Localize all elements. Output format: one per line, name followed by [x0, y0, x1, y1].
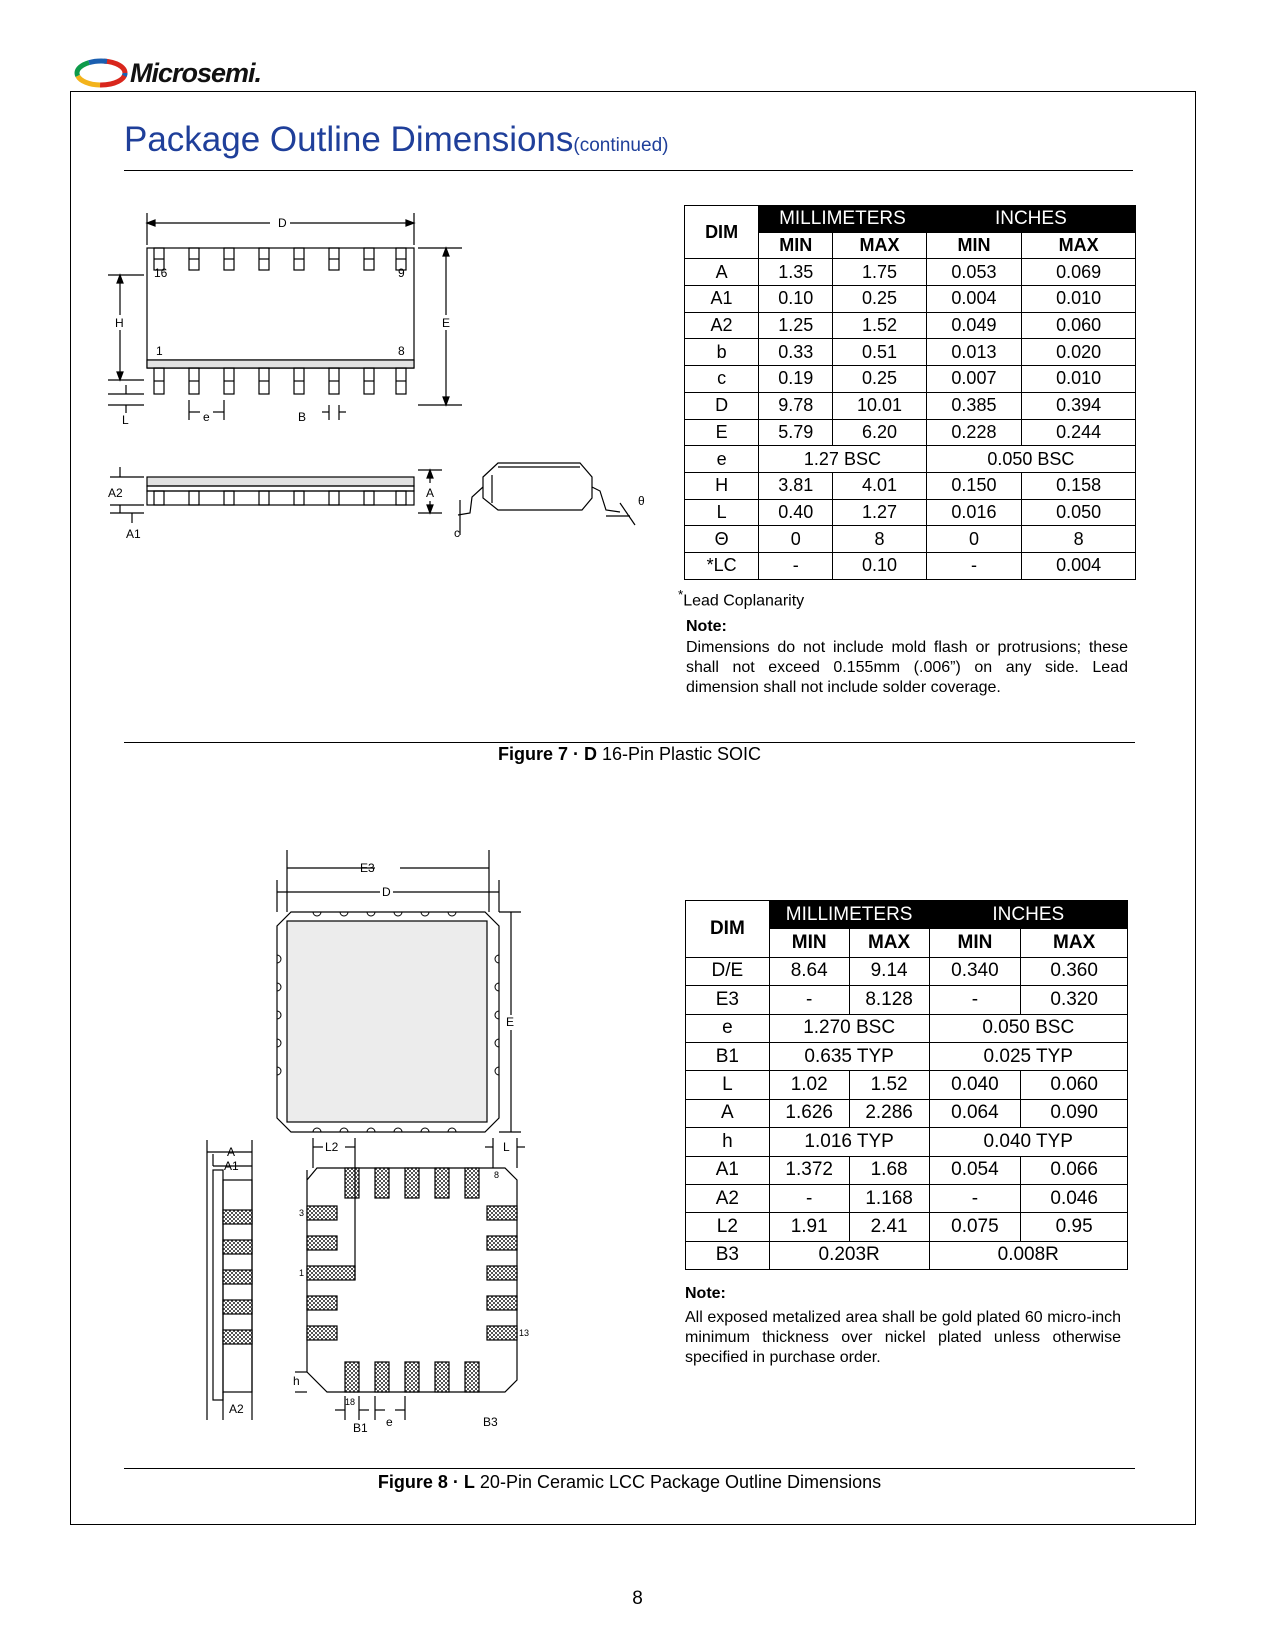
dim-cell: L2: [686, 1213, 770, 1241]
value-cell: 0.340: [929, 957, 1021, 985]
soic-dim-header: DIM: [685, 206, 759, 259]
value-cell: 0.050 BSC: [929, 1014, 1127, 1042]
value-cell: 0.066: [1021, 1156, 1128, 1184]
soic-label-c: c: [454, 526, 460, 540]
table-row: [685, 472, 1136, 499]
page-number: 8: [632, 1588, 643, 1609]
lc-note-star: *: [678, 587, 684, 602]
soic-label-A1: A1: [126, 527, 141, 541]
dim-cell: h: [686, 1128, 770, 1156]
dim-cell: A: [686, 1099, 770, 1127]
value-cell: 8.64: [769, 957, 849, 985]
value-cell: 1.168: [849, 1184, 929, 1212]
value-cell: 0.020: [1022, 339, 1136, 366]
lcc-inches-header: INCHES: [929, 901, 1127, 929]
dim-cell: Θ: [685, 526, 759, 553]
value-cell: 1.626: [769, 1099, 849, 1127]
soic-mm-header: MILLIMETERS: [759, 206, 927, 233]
dim-cell: A2: [686, 1184, 770, 1212]
value-cell: -: [929, 986, 1021, 1014]
value-cell: 0: [759, 526, 833, 553]
value-cell: 0.054: [929, 1156, 1021, 1184]
value-cell: -: [769, 1184, 849, 1212]
value-cell: 1.016 TYP: [769, 1128, 929, 1156]
table-row: [685, 392, 1136, 419]
microsemi-logo: [74, 56, 274, 90]
value-cell: 0.244: [1022, 419, 1136, 446]
lcc-label-A2: A2: [229, 1402, 244, 1416]
value-cell: 0.360: [1021, 957, 1128, 985]
value-cell: 8: [833, 526, 926, 553]
lcc-mm-max-header: MAX: [849, 929, 929, 957]
value-cell: -: [769, 986, 849, 1014]
dim-cell: A: [685, 259, 759, 286]
dim-cell: A1: [685, 286, 759, 313]
soic-in-max-header: MAX: [1022, 232, 1136, 259]
soic-pin-8-label: 8: [398, 344, 405, 358]
value-cell: 0.053: [926, 259, 1021, 286]
value-cell: 1.35: [759, 259, 833, 286]
dim-cell: E3: [686, 986, 770, 1014]
lcc-pin-1-label: 1: [299, 1268, 305, 1278]
soic-note-text: Dimensions do not include mold flash or protrusions; these shall not exceed 0.155mm (.006”) on any side. Lead dimension shall not include solder coverage.: [686, 639, 1128, 696]
dim-cell: B3: [686, 1241, 770, 1269]
value-cell: 0.016: [926, 499, 1021, 526]
dim-cell: L: [686, 1071, 770, 1099]
page-title-main: Package Outline Dimensions: [124, 120, 574, 159]
table-row: [685, 419, 1136, 446]
value-cell: 0.51: [833, 339, 926, 366]
value-cell: 0.158: [1022, 472, 1136, 499]
soic-label-B: B: [298, 410, 307, 424]
value-cell: 8.128: [849, 986, 929, 1014]
soic-label-A2: A2: [108, 486, 123, 500]
table-row: [686, 1042, 1128, 1070]
soic-inches-header: INCHES: [926, 206, 1135, 233]
value-cell: 0.069: [1022, 259, 1136, 286]
dim-cell: c: [685, 366, 759, 393]
table-row: [686, 1241, 1128, 1269]
lcc-in-max-header: MAX: [1021, 929, 1128, 957]
value-cell: 0.95: [1021, 1213, 1128, 1241]
soic-label-L: L: [122, 413, 129, 427]
value-cell: 0.007: [926, 366, 1021, 393]
figure8-caption-text: 20-Pin Ceramic LCC Package Outline Dimensions: [474, 1472, 882, 1492]
table-row: [686, 1014, 1128, 1042]
value-cell: 0.010: [1022, 286, 1136, 313]
lcc-pin-8-label: 8: [494, 1170, 500, 1180]
value-cell: 1.52: [833, 312, 926, 339]
page-title-suffix: (continued): [573, 135, 669, 156]
soic-label-e: e: [203, 410, 210, 424]
value-cell: 0.33: [759, 339, 833, 366]
table-row: [686, 1099, 1128, 1127]
value-cell: 2.286: [849, 1099, 929, 1127]
figure7-caption: [124, 744, 1135, 765]
value-cell: 1.270 BSC: [769, 1014, 929, 1042]
soic-mm-max-header: MAX: [833, 232, 926, 259]
value-cell: 2.41: [849, 1213, 929, 1241]
value-cell: 0.010: [1022, 366, 1136, 393]
soic-outline-drawing: [100, 205, 670, 565]
value-cell: 6.20: [833, 419, 926, 446]
title-rule: [124, 170, 1133, 171]
table-row: [685, 446, 1136, 473]
value-cell: 0.150: [926, 472, 1021, 499]
dim-cell: A2: [685, 312, 759, 339]
lcc-label-E: E: [506, 1015, 515, 1029]
value-cell: 0.050: [1022, 499, 1136, 526]
value-cell: 0.40: [759, 499, 833, 526]
value-cell: 4.01: [833, 472, 926, 499]
value-cell: 0.013: [926, 339, 1021, 366]
figure7-caption-label: Figure 7 · D: [497, 744, 597, 764]
dim-cell: e: [686, 1014, 770, 1042]
value-cell: 0.040: [929, 1071, 1021, 1099]
lcc-mm-min-header: MIN: [769, 929, 849, 957]
value-cell: 0.394: [1022, 392, 1136, 419]
lcc-dim-header: DIM: [686, 901, 770, 958]
lcc-dimension-table: [685, 900, 1128, 1270]
soic-label-A: A: [426, 486, 435, 500]
dim-cell: e: [685, 446, 759, 473]
value-cell: 1.02: [769, 1071, 849, 1099]
value-cell: 0.385: [926, 392, 1021, 419]
dim-cell: *LC: [685, 552, 759, 579]
value-cell: 9.78: [759, 392, 833, 419]
lcc-label-A: A: [227, 1145, 236, 1159]
lc-note-text: Lead Coplanarity: [683, 592, 805, 610]
value-cell: 0.060: [1022, 312, 1136, 339]
lcc-label-e: e: [386, 1415, 393, 1429]
value-cell: 0.008R: [929, 1241, 1127, 1269]
lcc-table-body: [686, 901, 1128, 1270]
value-cell: -: [929, 1184, 1021, 1212]
soic-pin-1-label: 1: [156, 344, 163, 358]
lcc-label-B3: B3: [483, 1415, 498, 1429]
table-row: [686, 986, 1128, 1014]
dim-cell: L: [685, 499, 759, 526]
value-cell: 0.046: [1021, 1184, 1128, 1212]
table-row: [686, 1128, 1128, 1156]
value-cell: 0.025 TYP: [929, 1042, 1127, 1070]
figure7-caption-text: 16-Pin Plastic SOIC: [596, 744, 762, 764]
lcc-in-min-header: MIN: [929, 929, 1021, 957]
value-cell: -: [926, 552, 1021, 579]
soic-mm-min-header: MIN: [759, 232, 833, 259]
table-row: [685, 526, 1136, 553]
microsemi-swirl-icon: [74, 56, 130, 90]
value-cell: 10.01: [833, 392, 926, 419]
value-cell: -: [759, 552, 833, 579]
value-cell: 0.635 TYP: [769, 1042, 929, 1070]
dim-cell: E: [685, 419, 759, 446]
value-cell: 0.10: [833, 552, 926, 579]
lcc-mm-header: MILLIMETERS: [769, 901, 929, 929]
value-cell: 0.228: [926, 419, 1021, 446]
lcc-note-text: All exposed metalized area shall be gold plated 60 micro-inch minimum thickness over nickel plated unless otherwise specified in purchase order.: [685, 1309, 1121, 1366]
lcc-outline-drawing: [205, 850, 575, 1450]
figure8-caption-label: Figure 8 · L: [377, 1472, 475, 1492]
dim-cell: H: [685, 472, 759, 499]
lcc-label-B1: B1: [353, 1421, 368, 1435]
page-title: [124, 120, 668, 160]
lcc-note-heading: Note:: [685, 1285, 726, 1302]
value-cell: 0: [926, 526, 1021, 553]
lcc-label-L2: L2: [325, 1140, 339, 1154]
soic-in-min-header: MIN: [926, 232, 1021, 259]
value-cell: 9.14: [849, 957, 929, 985]
lcc-pin-18-label: 18: [345, 1397, 356, 1407]
value-cell: 8: [1022, 526, 1136, 553]
value-cell: 5.79: [759, 419, 833, 446]
value-cell: 0.203R: [769, 1241, 929, 1269]
value-cell: 0.090: [1021, 1099, 1128, 1127]
lcc-label-h: h: [293, 1374, 300, 1388]
value-cell: 0.004: [926, 286, 1021, 313]
lcc-pin-3-label: 3: [299, 1208, 305, 1218]
soic-label-D: D: [278, 216, 287, 230]
value-cell: 0.064: [929, 1099, 1021, 1127]
table-row: [686, 1071, 1128, 1099]
brand-wordmark: Microsemi.: [130, 58, 262, 88]
soic-label-H: H: [115, 316, 124, 330]
lcc-pin-13-label: 13: [519, 1328, 530, 1338]
table-row: [685, 339, 1136, 366]
value-cell: 1.27 BSC: [759, 446, 927, 473]
value-cell: 0.004: [1022, 552, 1136, 579]
value-cell: 0.10: [759, 286, 833, 313]
table-row: [685, 259, 1136, 286]
table-row: [685, 286, 1136, 313]
soic-pin-16-label: 16: [154, 266, 168, 280]
soic-dimension-table: [684, 205, 1136, 580]
value-cell: 0.040 TYP: [929, 1128, 1127, 1156]
lcc-label-E3: E3: [360, 861, 375, 875]
figure7-rule: [124, 742, 1135, 743]
value-cell: 0.060: [1021, 1071, 1128, 1099]
lcc-label-D: D: [382, 885, 391, 899]
dim-cell: D/E: [686, 957, 770, 985]
table-row: [686, 1213, 1128, 1241]
table-row: [685, 366, 1136, 393]
soic-label-E: E: [442, 316, 451, 330]
value-cell: 0.050 BSC: [926, 446, 1135, 473]
value-cell: 0.19: [759, 366, 833, 393]
table-row: [685, 312, 1136, 339]
dim-cell: D: [685, 392, 759, 419]
soic-table-body: [685, 206, 1136, 580]
table-row: [686, 1184, 1128, 1212]
soic-note-heading: Note:: [686, 618, 727, 635]
figure8-caption: [124, 1472, 1135, 1493]
value-cell: 0.25: [833, 286, 926, 313]
lcc-label-A1: A1: [224, 1159, 239, 1173]
table-row: [686, 957, 1128, 985]
value-cell: 1.68: [849, 1156, 929, 1184]
table-row: [686, 1156, 1128, 1184]
soic-pin-9-label: 9: [398, 266, 405, 280]
value-cell: 1.75: [833, 259, 926, 286]
dim-cell: B1: [686, 1042, 770, 1070]
value-cell: 3.81: [759, 472, 833, 499]
value-cell: 1.27: [833, 499, 926, 526]
value-cell: 0.25: [833, 366, 926, 393]
lcc-label-L: L: [503, 1140, 510, 1154]
value-cell: 1.25: [759, 312, 833, 339]
lead-coplanarity-note: [678, 587, 804, 610]
value-cell: 0.075: [929, 1213, 1021, 1241]
dim-cell: A1: [686, 1156, 770, 1184]
table-row: [685, 552, 1136, 579]
value-cell: 0.320: [1021, 986, 1128, 1014]
value-cell: 1.372: [769, 1156, 849, 1184]
value-cell: 1.91: [769, 1213, 849, 1241]
soic-label-theta: θ: [638, 494, 645, 508]
value-cell: 0.049: [926, 312, 1021, 339]
dim-cell: b: [685, 339, 759, 366]
value-cell: 1.52: [849, 1071, 929, 1099]
figure8-rule: [124, 1468, 1135, 1469]
table-row: [685, 499, 1136, 526]
